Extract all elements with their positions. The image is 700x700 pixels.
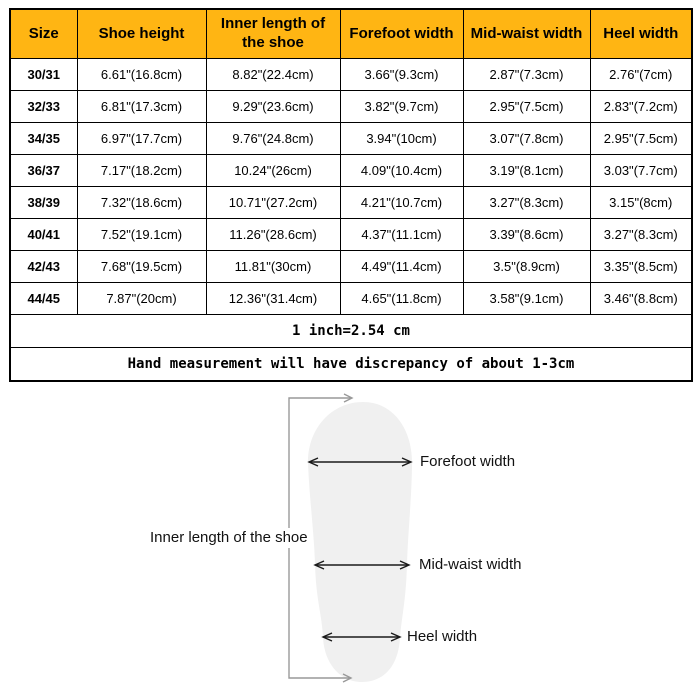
inner-length-label: Inner length of the shoe [150,528,312,548]
cell-heel-width: 2.76"(7cm) [590,59,692,91]
cell-shoe-height: 6.61"(16.8cm) [77,59,206,91]
cell-forefoot-width: 4.09"(10.4cm) [340,155,463,187]
cell-heel-width: 3.15"(8cm) [590,187,692,219]
cell-forefoot-width: 3.66"(9.3cm) [340,59,463,91]
column-header-shoe-height: Shoe height [77,9,206,59]
cell-midwaist-width: 3.07"(7.8cm) [463,123,590,155]
cell-shoe-height: 6.97"(17.7cm) [77,123,206,155]
cell-shoe-height: 7.68"(19.5cm) [77,251,206,283]
cell-size: 38/39 [10,187,77,219]
table-row [10,91,692,123]
cell-heel-width: 3.46"(8.8cm) [590,283,692,315]
cell-inner-length: 8.82"(22.4cm) [206,59,340,91]
cell-size: 36/37 [10,155,77,187]
cell-shoe-height: 7.32"(18.6cm) [77,187,206,219]
cell-inner-length: 10.71"(27.2cm) [206,187,340,219]
table-row [10,59,692,91]
cell-shoe-height: 6.81"(17.3cm) [77,91,206,123]
cell-forefoot-width: 4.37"(11.1cm) [340,219,463,251]
midwaist-width-label: Mid-waist width [419,556,522,573]
cell-inner-length: 11.81"(30cm) [206,251,340,283]
table-row [10,219,692,251]
cell-heel-width: 2.95"(7.5cm) [590,123,692,155]
cell-size: 44/45 [10,283,77,315]
cell-midwaist-width: 3.39"(8.6cm) [463,219,590,251]
cell-forefoot-width: 3.94"(10cm) [340,123,463,155]
column-header-inner-length: Inner length of the shoe [206,9,340,59]
cell-midwaist-width: 3.58"(9.1cm) [463,283,590,315]
cell-inner-length: 9.29"(23.6cm) [206,91,340,123]
column-header-heel-width: Heel width [590,9,692,59]
table-row [10,283,692,315]
cell-heel-width: 3.27"(8.3cm) [590,219,692,251]
cell-midwaist-width: 3.19"(8.1cm) [463,155,590,187]
cell-midwaist-width: 2.95"(7.5cm) [463,91,590,123]
column-header-size: Size [10,9,77,59]
cell-size: 32/33 [10,91,77,123]
header-row [10,9,692,59]
size-chart-table [9,8,693,382]
table-header [10,9,692,59]
cell-shoe-height: 7.17"(18.2cm) [77,155,206,187]
note-row-disclaimer [10,348,692,382]
cell-heel-width: 3.35"(8.5cm) [590,251,692,283]
table-row [10,123,692,155]
cell-forefoot-width: 4.65"(11.8cm) [340,283,463,315]
column-header-forefoot-width: Forefoot width [340,9,463,59]
cell-shoe-height: 7.52"(19.1cm) [77,219,206,251]
cell-heel-width: 2.83"(7.2cm) [590,91,692,123]
cell-size: 42/43 [10,251,77,283]
note-inch-conversion: 1 inch=2.54 cm [10,315,692,348]
table-row [10,187,692,219]
cell-forefoot-width: 3.82"(9.7cm) [340,91,463,123]
cell-midwaist-width: 2.87"(7.3cm) [463,59,590,91]
table-row [10,251,692,283]
forefoot-width-label: Forefoot width [420,453,516,470]
cell-forefoot-width: 4.49"(11.4cm) [340,251,463,283]
cell-forefoot-width: 4.21"(10.7cm) [340,187,463,219]
note-measurement-disclaimer: Hand measurement will have discrepancy of about 1-3cm [10,348,692,382]
cell-inner-length: 10.24"(26cm) [206,155,340,187]
cell-inner-length: 12.36"(31.4cm) [206,283,340,315]
note-row-inch-conversion [10,315,692,348]
cell-midwaist-width: 3.27"(8.3cm) [463,187,590,219]
insole-shape [308,402,412,682]
cell-size: 30/31 [10,59,77,91]
column-header-midwaist-width: Mid-waist width [463,9,590,59]
cell-inner-length: 9.76"(24.8cm) [206,123,340,155]
cell-inner-length: 11.26"(28.6cm) [206,219,340,251]
cell-heel-width: 3.03"(7.7cm) [590,155,692,187]
cell-size: 40/41 [10,219,77,251]
cell-size: 34/35 [10,123,77,155]
cell-midwaist-width: 3.5"(8.9cm) [463,251,590,283]
table-row [10,155,692,187]
heel-width-label: Heel width [407,628,478,645]
cell-shoe-height: 7.87"(20cm) [77,283,206,315]
